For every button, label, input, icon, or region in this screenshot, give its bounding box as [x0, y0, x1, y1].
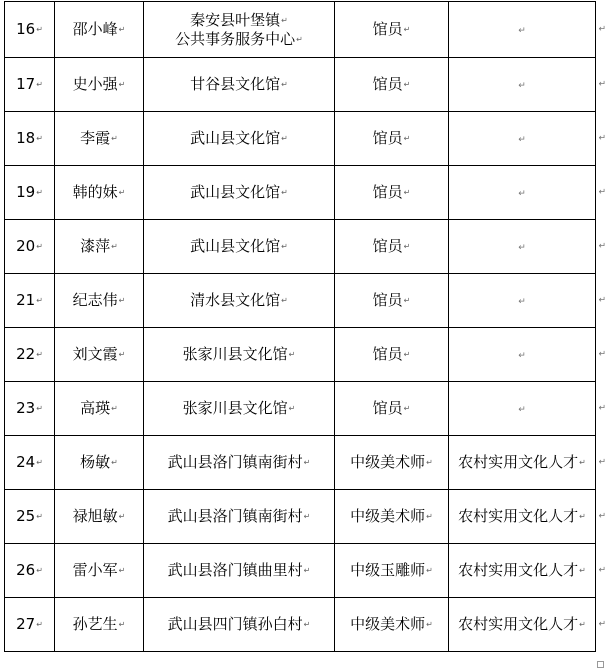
row-number-cell [5, 274, 55, 328]
row-number: 22 [16, 345, 36, 363]
title-cell [335, 220, 449, 274]
paragraph-mark-icon: ↵ [403, 404, 411, 413]
paragraph-mark-icon: ↵ [111, 404, 118, 413]
paragraph-mark-icon: ↵ [579, 458, 586, 467]
title-cell [335, 436, 449, 490]
paragraph-mark-icon: ↵ [426, 512, 433, 521]
name-cell [55, 166, 144, 220]
paragraph-mark-icon: ↵ [281, 80, 288, 89]
paragraph-mark-icon: ↵ [281, 188, 288, 197]
unit-cell [144, 382, 335, 436]
unit-cell [144, 328, 335, 382]
unit-line-1: 武山县洛门镇曲里村 [167, 561, 303, 579]
paragraph-mark-icon: ↵ [518, 134, 526, 145]
job-title: 馆员 [372, 75, 403, 93]
unit-cell [144, 490, 335, 544]
unit-line-2: 公共事务服务中心 [175, 29, 296, 48]
name-cell [55, 58, 144, 112]
row-number: 27 [16, 615, 36, 633]
paragraph-mark-icon: ↵ [36, 350, 43, 359]
note-text: 农村实用文化人才 [458, 507, 579, 525]
unit-line-1: 武山县文化馆 [190, 237, 281, 255]
person-name: 漆萍 [80, 237, 111, 255]
row-end-mark-icon: ↵ [598, 565, 606, 575]
paragraph-mark-icon: ↵ [579, 512, 586, 521]
personnel-table [4, 1, 606, 652]
table-row [5, 58, 596, 112]
unit-line-1: 武山县洛门镇南街村 [167, 453, 303, 471]
note-cell [449, 112, 606, 166]
paragraph-mark-icon: ↵ [36, 25, 43, 34]
job-title: 馆员 [372, 345, 403, 363]
title-cell [335, 544, 449, 598]
paragraph-mark-icon: ↵ [518, 188, 526, 199]
row-number: 20 [16, 237, 36, 255]
title-cell [335, 490, 449, 544]
table-row [5, 544, 596, 598]
person-name: 高瑛 [80, 399, 111, 417]
unit-line-1: 武山县文化馆 [190, 183, 281, 201]
job-title: 馆员 [372, 291, 403, 309]
paragraph-mark-icon: ↵ [403, 350, 411, 359]
person-name: 禄旭敏 [72, 507, 118, 525]
row-number-cell [5, 220, 55, 274]
paragraph-mark-icon: ↵ [403, 134, 411, 143]
row-number-cell [5, 436, 55, 490]
name-cell [55, 220, 144, 274]
name-cell [55, 436, 144, 490]
table-row [5, 2, 596, 58]
paragraph-mark-icon: ↵ [281, 242, 288, 251]
note-cell [449, 436, 606, 490]
paragraph-mark-icon: ↵ [118, 620, 126, 629]
unit-line-1: 武山县文化馆 [190, 129, 281, 147]
unit-cell [144, 58, 335, 112]
table-row [5, 220, 596, 274]
paragraph-mark-icon: ↵ [426, 620, 433, 629]
paragraph-mark-icon: ↵ [403, 25, 411, 34]
person-name: 刘文霞 [72, 345, 118, 363]
row-number: 18 [16, 129, 36, 147]
note-cell [449, 382, 606, 436]
paragraph-mark-icon: ↵ [518, 404, 526, 415]
row-end-mark-icon: ↵ [598, 133, 606, 143]
table-row [5, 598, 596, 652]
note-cell [449, 274, 606, 328]
note-cell [449, 220, 606, 274]
row-end-mark-icon: ↵ [598, 511, 606, 521]
row-number-cell [5, 598, 55, 652]
paragraph-mark-icon: ↵ [303, 620, 311, 629]
row-end-mark-icon: ↵ [598, 619, 606, 629]
paragraph-mark-icon: ↵ [111, 242, 118, 251]
paragraph-mark-icon: ↵ [281, 134, 288, 143]
person-name: 史小强 [72, 75, 118, 93]
table-row [5, 274, 596, 328]
title-cell [335, 112, 449, 166]
table-row [5, 328, 596, 382]
job-title: 馆员 [372, 129, 403, 147]
paragraph-mark-icon: ↵ [518, 25, 526, 36]
name-cell [55, 490, 144, 544]
job-title: 中级美术师 [350, 507, 426, 525]
note-cell [449, 598, 606, 652]
title-cell [335, 166, 449, 220]
row-number: 25 [16, 507, 36, 525]
row-number: 17 [16, 75, 36, 93]
unit-line-1: 清水县文化馆 [190, 291, 281, 309]
person-name: 李霞 [80, 129, 111, 147]
name-cell [55, 328, 144, 382]
table-body [5, 2, 606, 652]
table-row [5, 436, 596, 490]
title-cell [335, 274, 449, 328]
row-end-mark-icon: ↵ [598, 241, 606, 251]
row-end-mark-icon: ↵ [598, 349, 606, 359]
job-title: 中级美术师 [350, 453, 426, 471]
name-cell [55, 544, 144, 598]
paragraph-mark-icon: ↵ [36, 134, 43, 143]
note-cell [449, 544, 606, 598]
paragraph-mark-icon: ↵ [36, 512, 43, 521]
unit-line-1: 秦安县叶堡镇 [190, 10, 281, 29]
paragraph-mark-icon: ↵ [118, 188, 126, 197]
paragraph-mark-icon: ↵ [303, 566, 311, 575]
paragraph-mark-icon: ↵ [403, 80, 411, 89]
paragraph-mark-icon: ↵ [36, 566, 43, 575]
row-number: 19 [16, 183, 36, 201]
paragraph-mark-icon: ↵ [36, 188, 43, 197]
note-cell [449, 328, 606, 382]
paragraph-mark-icon: ↵ [36, 458, 43, 467]
table-row [5, 166, 596, 220]
name-cell [55, 598, 144, 652]
name-cell [55, 274, 144, 328]
person-name: 韩的妹 [72, 183, 118, 201]
unit-cell [144, 2, 335, 58]
unit-cell [144, 544, 335, 598]
row-number: 24 [16, 453, 36, 471]
row-number-cell [5, 112, 55, 166]
table-row [5, 112, 596, 166]
row-number-cell [5, 382, 55, 436]
person-name: 纪志伟 [72, 291, 118, 309]
row-number-cell [5, 58, 55, 112]
title-cell [335, 328, 449, 382]
row-end-mark-icon: ↵ [598, 79, 606, 89]
paragraph-mark-icon: ↵ [281, 15, 288, 25]
job-title: 馆员 [372, 399, 403, 417]
paragraph-mark-icon: ↵ [36, 80, 43, 89]
name-cell [55, 382, 144, 436]
paragraph-mark-icon: ↵ [36, 242, 43, 251]
paragraph-mark-icon: ↵ [118, 80, 126, 89]
paragraph-mark-icon: ↵ [118, 512, 126, 521]
row-number-cell [5, 490, 55, 544]
paragraph-mark-icon: ↵ [118, 350, 126, 359]
row-end-mark-icon: ↵ [598, 24, 606, 34]
name-cell [55, 2, 144, 58]
unit-cell [144, 166, 335, 220]
paragraph-mark-icon: ↵ [118, 25, 126, 34]
title-cell [335, 58, 449, 112]
paragraph-mark-icon: ↵ [518, 296, 526, 307]
paragraph-mark-icon: ↵ [303, 512, 311, 521]
title-cell [335, 2, 449, 58]
note-text: 农村实用文化人才 [458, 615, 579, 633]
paragraph-mark-icon: ↵ [118, 566, 126, 575]
paragraph-mark-icon: ↵ [426, 458, 433, 467]
person-name: 杨敏 [80, 453, 111, 471]
paragraph-mark-icon: ↵ [281, 296, 288, 305]
paragraph-mark-icon: ↵ [288, 350, 296, 359]
unit-line-1: 武山县洛门镇南街村 [167, 507, 303, 525]
paragraph-mark-icon: ↵ [518, 242, 526, 253]
unit-cell [144, 598, 335, 652]
title-cell [335, 382, 449, 436]
unit-line-1: 甘谷县文化馆 [190, 75, 281, 93]
paragraph-mark-icon: ↵ [403, 296, 411, 305]
person-name: 雷小军 [72, 561, 118, 579]
paragraph-mark-icon: ↵ [36, 404, 43, 413]
paragraph-mark-icon: ↵ [296, 34, 303, 44]
paragraph-mark-icon: ↵ [426, 566, 433, 575]
unit-line-1: 张家川县文化馆 [182, 399, 288, 417]
paragraph-mark-icon: ↵ [579, 566, 586, 575]
paragraph-mark-icon: ↵ [111, 458, 118, 467]
unit-cell [144, 220, 335, 274]
unit-line-1: 张家川县文化馆 [182, 345, 288, 363]
paragraph-mark-icon: ↵ [118, 296, 126, 305]
name-cell [55, 112, 144, 166]
unit-cell [144, 436, 335, 490]
note-text: 农村实用文化人才 [458, 453, 579, 471]
table-resize-handle[interactable] [597, 661, 604, 668]
row-number-cell [5, 2, 55, 58]
job-title: 馆员 [372, 20, 403, 38]
table-row [5, 490, 596, 544]
unit-cell [144, 112, 335, 166]
paragraph-mark-icon: ↵ [111, 134, 118, 143]
job-title: 馆员 [372, 237, 403, 255]
paragraph-mark-icon: ↵ [36, 296, 43, 305]
paragraph-mark-icon: ↵ [36, 620, 43, 629]
note-cell [449, 58, 606, 112]
note-text: 农村实用文化人才 [458, 561, 579, 579]
paragraph-mark-icon: ↵ [403, 242, 411, 251]
unit-line-1: 武山县四门镇孙白村 [167, 615, 303, 633]
job-title: 中级玉雕师 [350, 561, 426, 579]
note-cell [449, 166, 606, 220]
person-name: 孙艺生 [72, 615, 118, 633]
title-cell [335, 598, 449, 652]
row-end-mark-icon: ↵ [598, 403, 606, 413]
paragraph-mark-icon: ↵ [579, 620, 586, 629]
row-number: 16 [16, 20, 36, 38]
row-end-mark-icon: ↵ [598, 187, 606, 197]
paragraph-mark-icon: ↵ [303, 458, 311, 467]
row-number-cell [5, 328, 55, 382]
job-title: 中级美术师 [350, 615, 426, 633]
row-number: 21 [16, 291, 36, 309]
row-number: 23 [16, 399, 36, 417]
row-end-mark-icon: ↵ [598, 457, 606, 467]
table-row [5, 382, 596, 436]
row-number: 26 [16, 561, 36, 579]
note-cell [449, 2, 606, 58]
job-title: 馆员 [372, 183, 403, 201]
unit-cell [144, 274, 335, 328]
paragraph-mark-icon: ↵ [288, 404, 296, 413]
paragraph-mark-icon: ↵ [518, 80, 526, 91]
paragraph-mark-icon: ↵ [403, 188, 411, 197]
note-cell [449, 490, 606, 544]
paragraph-mark-icon: ↵ [518, 350, 526, 361]
row-number-cell [5, 544, 55, 598]
person-name: 邵小峰 [72, 20, 118, 38]
row-end-mark-icon: ↵ [598, 295, 606, 305]
row-number-cell [5, 166, 55, 220]
